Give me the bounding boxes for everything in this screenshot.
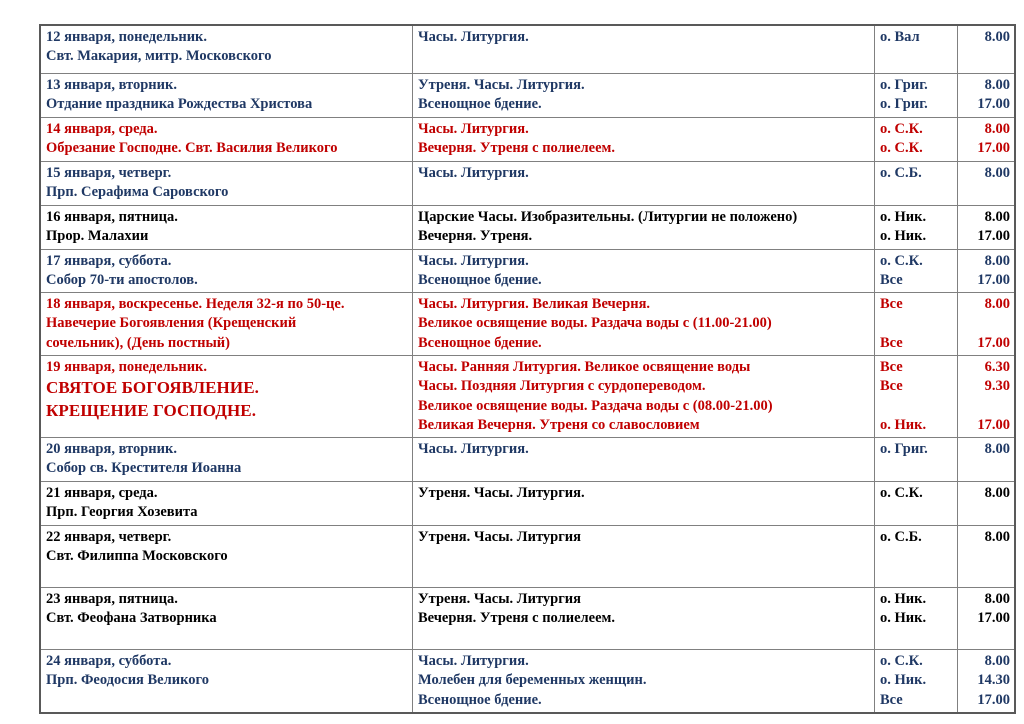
cell-line: Великая Вечерня. Утреня со славословием: [418, 416, 700, 433]
cell-priest: [875, 249, 958, 293]
cell-line: сочельник), (День постный): [46, 334, 230, 351]
cell-line: 21 января, среда.: [46, 485, 158, 502]
cell-services: [413, 26, 875, 74]
cell-time: [958, 293, 1015, 356]
cell-line: о. С.К.: [880, 252, 923, 269]
cell-line: Навечерие Богоявления (Крещенский: [46, 315, 297, 332]
cell-priest: [875, 482, 958, 526]
cell-services: [413, 206, 875, 250]
cell-date-and-commemoration: [41, 118, 413, 162]
cell-services: [413, 650, 875, 713]
cell-line: Прп. Феодосия Великого: [46, 672, 209, 689]
table-row: [41, 482, 1015, 526]
cell-time: [958, 206, 1015, 250]
cell-line: Часы. Литургия.: [418, 252, 529, 269]
cell-time: [958, 355, 1015, 437]
cell-line: Обрезание Господне. Свт. Василия Великого: [46, 140, 338, 157]
table-row: [41, 588, 1015, 650]
cell-line: о. Григ.: [880, 77, 928, 93]
cell-line: о. С.Б.: [880, 165, 922, 181]
table-row: [41, 74, 1015, 118]
cell-services: [413, 74, 875, 118]
cell-line: о. С.К.: [880, 653, 923, 670]
cell-line: о. С.К.: [880, 485, 923, 502]
cell-line: Всенощное бдение.: [418, 691, 542, 708]
cell-line: Все: [880, 358, 903, 375]
cell-line: 17.00: [977, 334, 1010, 351]
cell-line: Собор 70-ти апостолов.: [46, 271, 198, 288]
cell-line: 8.00: [984, 29, 1010, 45]
cell-priest: [875, 588, 958, 650]
cell-priest: [875, 74, 958, 118]
cell-date-and-commemoration: [41, 249, 413, 293]
cell-line: КРЕЩЕНИЕ ГОСПОДНЕ.: [46, 400, 257, 420]
table-row: [41, 293, 1015, 356]
cell-date-and-commemoration: [41, 162, 413, 206]
cell-date-and-commemoration: [41, 74, 413, 118]
cell-time: [958, 526, 1015, 588]
cell-time: [958, 588, 1015, 650]
cell-line: Царские Часы. Изобразительны. (Литургии не положено): [418, 209, 798, 225]
cell-line: Утреня. Часы. Литургия: [418, 591, 581, 608]
cell-line: о. Григ.: [880, 96, 928, 113]
cell-line: Все: [880, 296, 903, 313]
cell-time: [958, 74, 1015, 118]
schedule-table-body: [41, 26, 1015, 713]
cell-line: 8.00: [984, 296, 1010, 313]
table-row: [41, 118, 1015, 162]
cell-line: Часы. Литургия.: [418, 165, 529, 181]
cell-line: о. Ник.: [880, 416, 927, 433]
cell-line: Всенощное бдение.: [418, 334, 542, 351]
table-row: [41, 249, 1015, 293]
cell-priest: [875, 293, 958, 356]
cell-line: о. С.Б.: [880, 529, 922, 546]
cell-date-and-commemoration: [41, 438, 413, 482]
cell-priest: [875, 526, 958, 588]
cell-priest: [875, 438, 958, 482]
cell-line: 17 января, суббота.: [46, 252, 172, 269]
cell-line: 15 января, четверг.: [46, 165, 172, 181]
cell-date-and-commemoration: [41, 588, 413, 650]
cell-line: 6.30: [984, 358, 1010, 375]
cell-line: Прп. Серафима Саровского: [46, 184, 229, 201]
cell-line: о. Ник.: [880, 672, 927, 689]
cell-time: [958, 650, 1015, 713]
cell-line: 13 января, вторник.: [46, 77, 177, 93]
cell-line: Вечерня. Утреня с полиелеем.: [418, 610, 616, 627]
cell-line: Великое освящение воды. Раздача воды с (08.00-21.00): [418, 397, 773, 414]
cell-time: [958, 482, 1015, 526]
cell-line: 14 января, среда.: [46, 121, 158, 137]
cell-line: Часы. Поздняя Литургия с сурдопереводом.: [418, 378, 706, 395]
cell-services: [413, 249, 875, 293]
table-row: [41, 355, 1015, 437]
cell-line: о. Ник.: [880, 228, 927, 245]
cell-line: Утреня. Часы. Литургия.: [418, 77, 585, 93]
cell-line: Все: [880, 691, 903, 708]
cell-line: СВЯТОЕ БОГОЯВЛЕНИЕ.: [46, 378, 259, 398]
cell-services: [413, 293, 875, 356]
cell-line: 9.30: [984, 378, 1010, 395]
cell-line: 8.00: [984, 209, 1010, 225]
cell-services: [413, 162, 875, 206]
cell-time: [958, 438, 1015, 482]
table-row: [41, 26, 1015, 74]
cell-priest: [875, 26, 958, 74]
cell-line: Всенощное бдение.: [418, 96, 542, 113]
cell-line: 18 января, воскресенье. Неделя 32-я по 50-це.: [46, 296, 345, 313]
cell-line: Прор. Малахии: [46, 228, 149, 245]
table-row: [41, 162, 1015, 206]
cell-line: Часы. Литургия.: [418, 441, 529, 458]
cell-line: Все: [880, 334, 903, 351]
cell-line: Прп. Георгия Хозевита: [46, 504, 198, 521]
cell-services: [413, 588, 875, 650]
cell-line: Вечерня. Утреня.: [418, 228, 533, 245]
cell-line: 8.00: [984, 165, 1010, 181]
cell-line: Часы. Литургия.: [418, 653, 529, 670]
cell-line: о. С.К.: [880, 121, 923, 137]
cell-services: [413, 355, 875, 437]
cell-line: Молебен для беременных женщин.: [418, 672, 647, 689]
cell-line: 16 января, пятница.: [46, 209, 178, 225]
cell-line: Все: [880, 271, 903, 288]
cell-priest: [875, 206, 958, 250]
cell-line: 17.00: [977, 228, 1010, 245]
cell-line: 17.00: [977, 140, 1010, 157]
cell-line: 8.00: [984, 529, 1010, 546]
cell-line: 8.00: [984, 653, 1010, 670]
cell-time: [958, 26, 1015, 74]
cell-line: 17.00: [977, 271, 1010, 288]
cell-line: 17.00: [977, 691, 1010, 708]
cell-line: Свт. Макария, митр. Московского: [46, 48, 272, 65]
table-row: [41, 206, 1015, 250]
cell-date-and-commemoration: [41, 26, 413, 74]
cell-date-and-commemoration: [41, 650, 413, 713]
cell-line: 24 января, суббота.: [46, 653, 172, 670]
cell-time: [958, 249, 1015, 293]
cell-services: [413, 526, 875, 588]
cell-services: [413, 482, 875, 526]
cell-line: Часы. Литургия.: [418, 121, 529, 137]
table-row: [41, 650, 1015, 713]
cell-line: 17.00: [977, 610, 1010, 627]
cell-date-and-commemoration: [41, 355, 413, 437]
cell-line: Свт. Феофана Затворника: [46, 610, 217, 627]
cell-services: [413, 118, 875, 162]
cell-line: 23 января, пятница.: [46, 591, 178, 608]
cell-line: Утреня. Часы. Литургия.: [418, 485, 585, 502]
cell-line: о. Вал: [880, 29, 920, 45]
table-row: [41, 438, 1015, 482]
cell-line: Собор св. Крестителя Иоанна: [46, 460, 242, 477]
cell-line: 20 января, вторник.: [46, 441, 177, 458]
table-row: [41, 526, 1015, 588]
cell-line: о. Ник.: [880, 591, 927, 608]
cell-priest: [875, 355, 958, 437]
cell-services: [413, 438, 875, 482]
cell-line: 17.00: [977, 96, 1010, 113]
cell-line: 8.00: [984, 591, 1010, 608]
cell-line: о. Ник.: [880, 209, 927, 225]
cell-line: Часы. Литургия.: [418, 29, 529, 45]
cell-date-and-commemoration: [41, 526, 413, 588]
cell-date-and-commemoration: [41, 482, 413, 526]
cell-time: [958, 162, 1015, 206]
cell-priest: [875, 118, 958, 162]
cell-line: 8.00: [984, 441, 1010, 458]
cell-line: 12 января, понедельник.: [46, 29, 208, 45]
cell-date-and-commemoration: [41, 206, 413, 250]
cell-line: о. С.К.: [880, 140, 923, 157]
cell-priest: [875, 162, 958, 206]
cell-date-and-commemoration: [41, 293, 413, 356]
cell-line: 8.00: [984, 485, 1010, 502]
cell-line: Часы. Литургия. Великая Вечерня.: [418, 296, 651, 313]
cell-line: Свт. Филиппа Московского: [46, 548, 228, 565]
cell-line: Вечерня. Утреня с полиелеем.: [418, 140, 616, 157]
cell-line: Великое освящение воды. Раздача воды с (11.00-21.00): [418, 315, 772, 332]
schedule-table: [40, 25, 1015, 713]
cell-line: о. Григ.: [880, 441, 928, 458]
cell-line: Все: [880, 378, 903, 395]
cell-line: Утреня. Часы. Литургия: [418, 529, 581, 546]
cell-line: 8.00: [984, 77, 1010, 93]
cell-line: 19 января, понедельник.: [46, 358, 208, 375]
cell-line: Всенощное бдение.: [418, 271, 542, 288]
cell-line: 17.00: [977, 416, 1010, 433]
cell-priest: [875, 650, 958, 713]
cell-line: Часы. Ранняя Литургия. Великое освящение воды: [418, 358, 751, 375]
cell-line: 22 января, четверг.: [46, 529, 172, 546]
cell-line: 8.00: [984, 252, 1010, 269]
cell-line: о. Ник.: [880, 610, 927, 627]
cell-time: [958, 118, 1015, 162]
cell-line: 14.30: [977, 672, 1010, 689]
cell-line: 8.00: [984, 121, 1010, 137]
cell-line: Отдание праздника Рождества Христова: [46, 96, 313, 113]
